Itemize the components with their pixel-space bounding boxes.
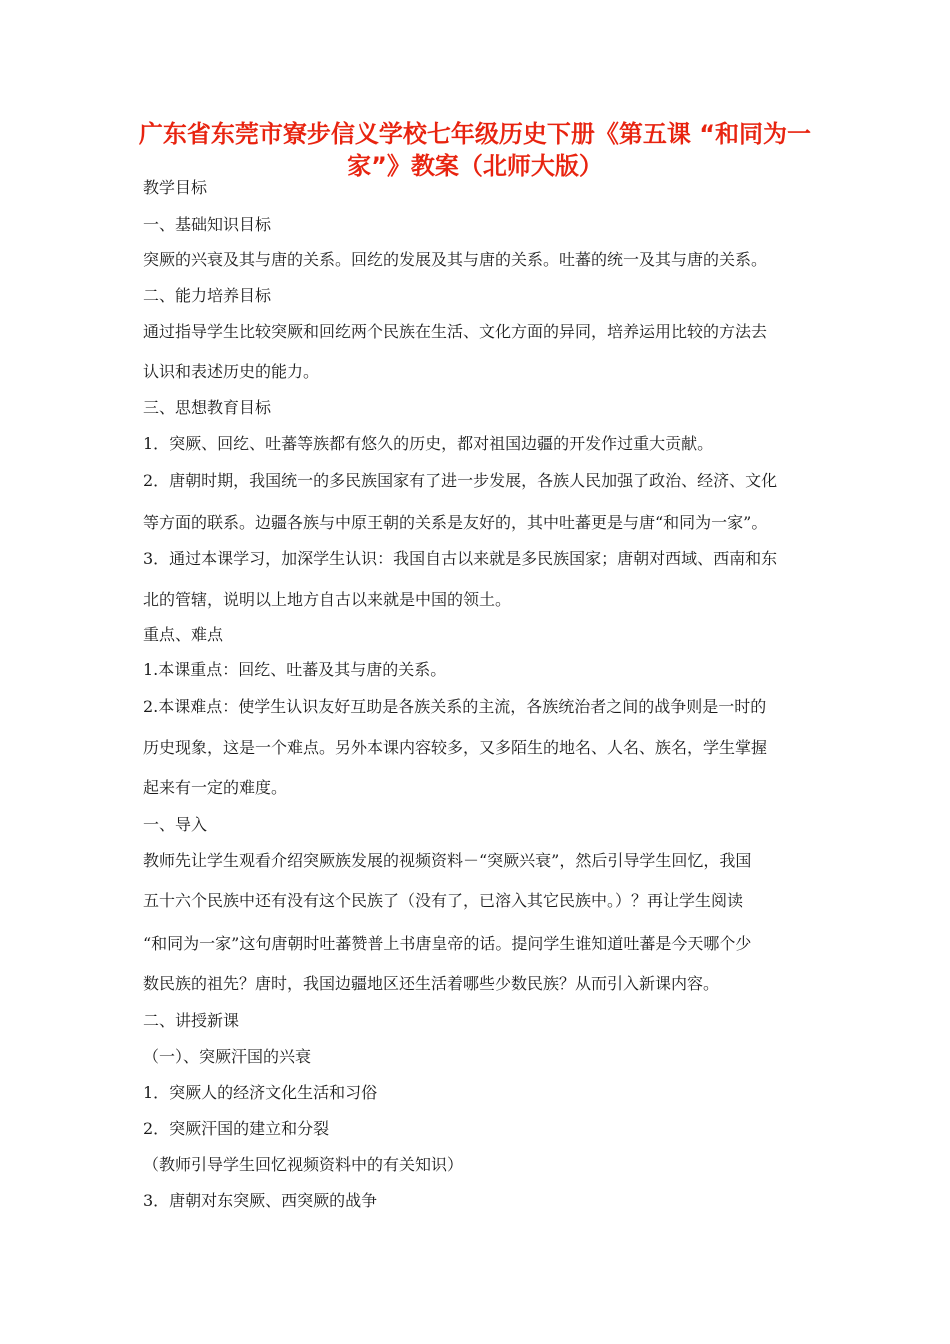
paragraph-line: “和同为一家”这句唐朝时吐蕃赞普上书唐皇帝的话。提问学生谁知道吐蕃是今天哪个少 [143,934,752,953]
paragraph-line: 认识和表述历史的能力。 [143,362,320,381]
paragraph-line: 3．通过本课学习，加深学生认识：我国自古以来就是多民族国家；唐朝对西域、西南和东 [143,549,778,568]
title-line-1: 广东省东莞市寮步信义学校七年级历史下册《第五课 “和同为一 [138,120,812,148]
title-line-2: 家”》教案（北师大版） [347,152,603,180]
document-title [120,118,830,182]
paragraph-line: 2．唐朝时期，我国统一的多民族国家有了进一步发展，各族人民加强了政治、经济、文化 [143,471,778,490]
paragraph-line: 1.本课重点：回纥、吐蕃及其与唐的关系。 [143,660,447,679]
paragraph-line: 北的管辖，说明以上地方自古以来就是中国的领土。 [143,590,512,609]
paragraph-line: 五十六个民族中还有没有这个民族了（没有了，已溶入其它民族中。）？再让学生阅读 [143,891,744,910]
paragraph-line: 起来有一定的难度。 [143,778,288,797]
section-heading: 一、基础知识目标 [143,215,272,234]
paragraph-line: 历史现象，这是一个难点。另外本课内容较多，又多陌生的地名、人名、族名，学生掌握 [143,738,768,757]
paragraph-line: 通过指导学生比较突厥和回纥两个民族在生活、文化方面的异同，培养运用比较的方法去 [143,322,768,341]
list-item: 1．突厥人的经济文化生活和习俗 [143,1083,378,1102]
section-heading: 一、导入 [143,815,208,834]
note-line: （教师引导学生回忆视频资料中的有关知识） [143,1155,464,1174]
paragraph-line: 数民族的祖先？唐时，我国边疆地区还生活着哪些少数民族？从而引入新课内容。 [143,974,720,993]
paragraph-line: 等方面的联系。边疆各族与中原王朝的关系是友好的，其中吐蕃更是与唐“和同为一家”。 [143,513,768,532]
paragraph-line: 突厥的兴衰及其与唐的关系。回纥的发展及其与唐的关系。吐蕃的统一及其与唐的关系。 [143,250,768,269]
subsection-heading: （一）、突厥汗国的兴衰 [143,1047,312,1066]
section-heading: 二、能力培养目标 [143,286,272,305]
paragraph-line: 教师先让学生观看介绍突厥族发展的视频资料－“突厥兴衰”，然后引导学生回忆，我国 [143,851,752,870]
section-heading: 三、思想教育目标 [143,398,272,417]
list-item: 3．唐朝对东突厥、西突厥的战争 [143,1191,378,1210]
section-heading: 重点、难点 [143,625,224,644]
section-heading: 二、讲授新课 [143,1011,240,1030]
section-heading: 教学目标 [143,178,208,197]
paragraph-line: 2.本课难点：使学生认识友好互助是各族关系的主流，各族统治者之间的战争则是一时的 [143,697,767,716]
list-item: 2．突厥汗国的建立和分裂 [143,1119,330,1138]
paragraph-line: 1．突厥、回纥、吐蕃等族都有悠久的历史，都对祖国边疆的开发作过重大贡献。 [143,434,714,453]
